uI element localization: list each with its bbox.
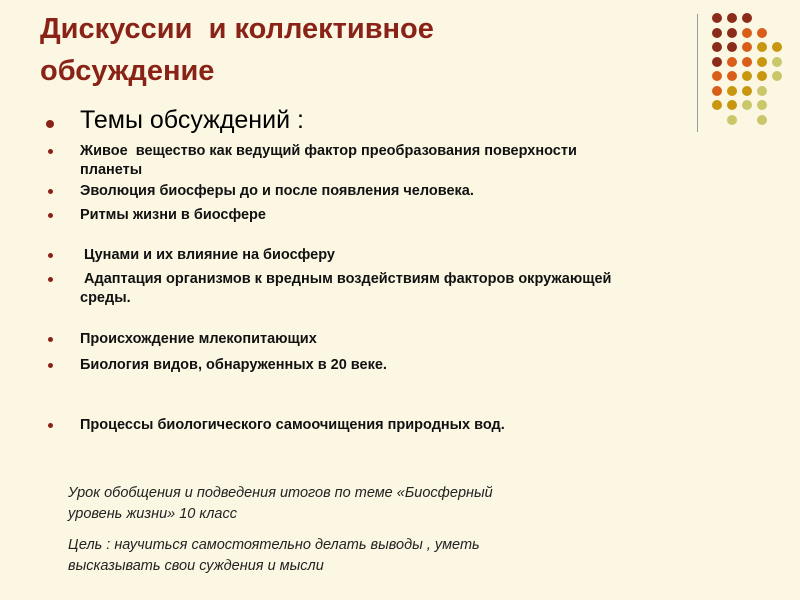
subheading: Темы обсуждений :	[80, 106, 304, 134]
bullet-icon	[48, 213, 53, 218]
topic-item: Происхождение млекопитающих	[80, 331, 317, 347]
topic-item: Цунами и их влияние на биосферу	[80, 247, 335, 263]
bullet-icon	[48, 277, 53, 282]
bullet-icon	[48, 253, 53, 258]
bullet-icon	[46, 120, 54, 128]
topic-item: Процессы биологического самоочищения природных вод.	[80, 417, 505, 433]
bullet-icon	[48, 189, 53, 194]
bullet-icon	[48, 149, 53, 154]
slide-title: Дискуссии и коллективное обсуждение	[40, 13, 434, 87]
lesson-note: Урок обобщения и подведения итогов по теме «Биосферный уровень жизни» 10 класс	[68, 485, 493, 522]
topic-item: Ритмы жизни в биосфере	[80, 207, 266, 223]
topic-item: Адаптация организмов к вредным воздействиям факторов окружающей среды.	[80, 271, 612, 306]
goal-note: Цель : научиться самостоятельно делать выводы , уметь высказывать свои суждения и мысли	[68, 537, 480, 574]
topic-item: Живое вещество как ведущий фактор преобразования поверхности планеты	[80, 143, 577, 178]
bullet-icon	[48, 363, 53, 368]
topic-item: Биология видов, обнаруженных в 20 веке.	[80, 357, 387, 373]
bullet-icon	[48, 423, 53, 428]
topic-item: Эволюция биосферы до и после появления человека.	[80, 183, 474, 199]
bullet-icon	[48, 337, 53, 342]
